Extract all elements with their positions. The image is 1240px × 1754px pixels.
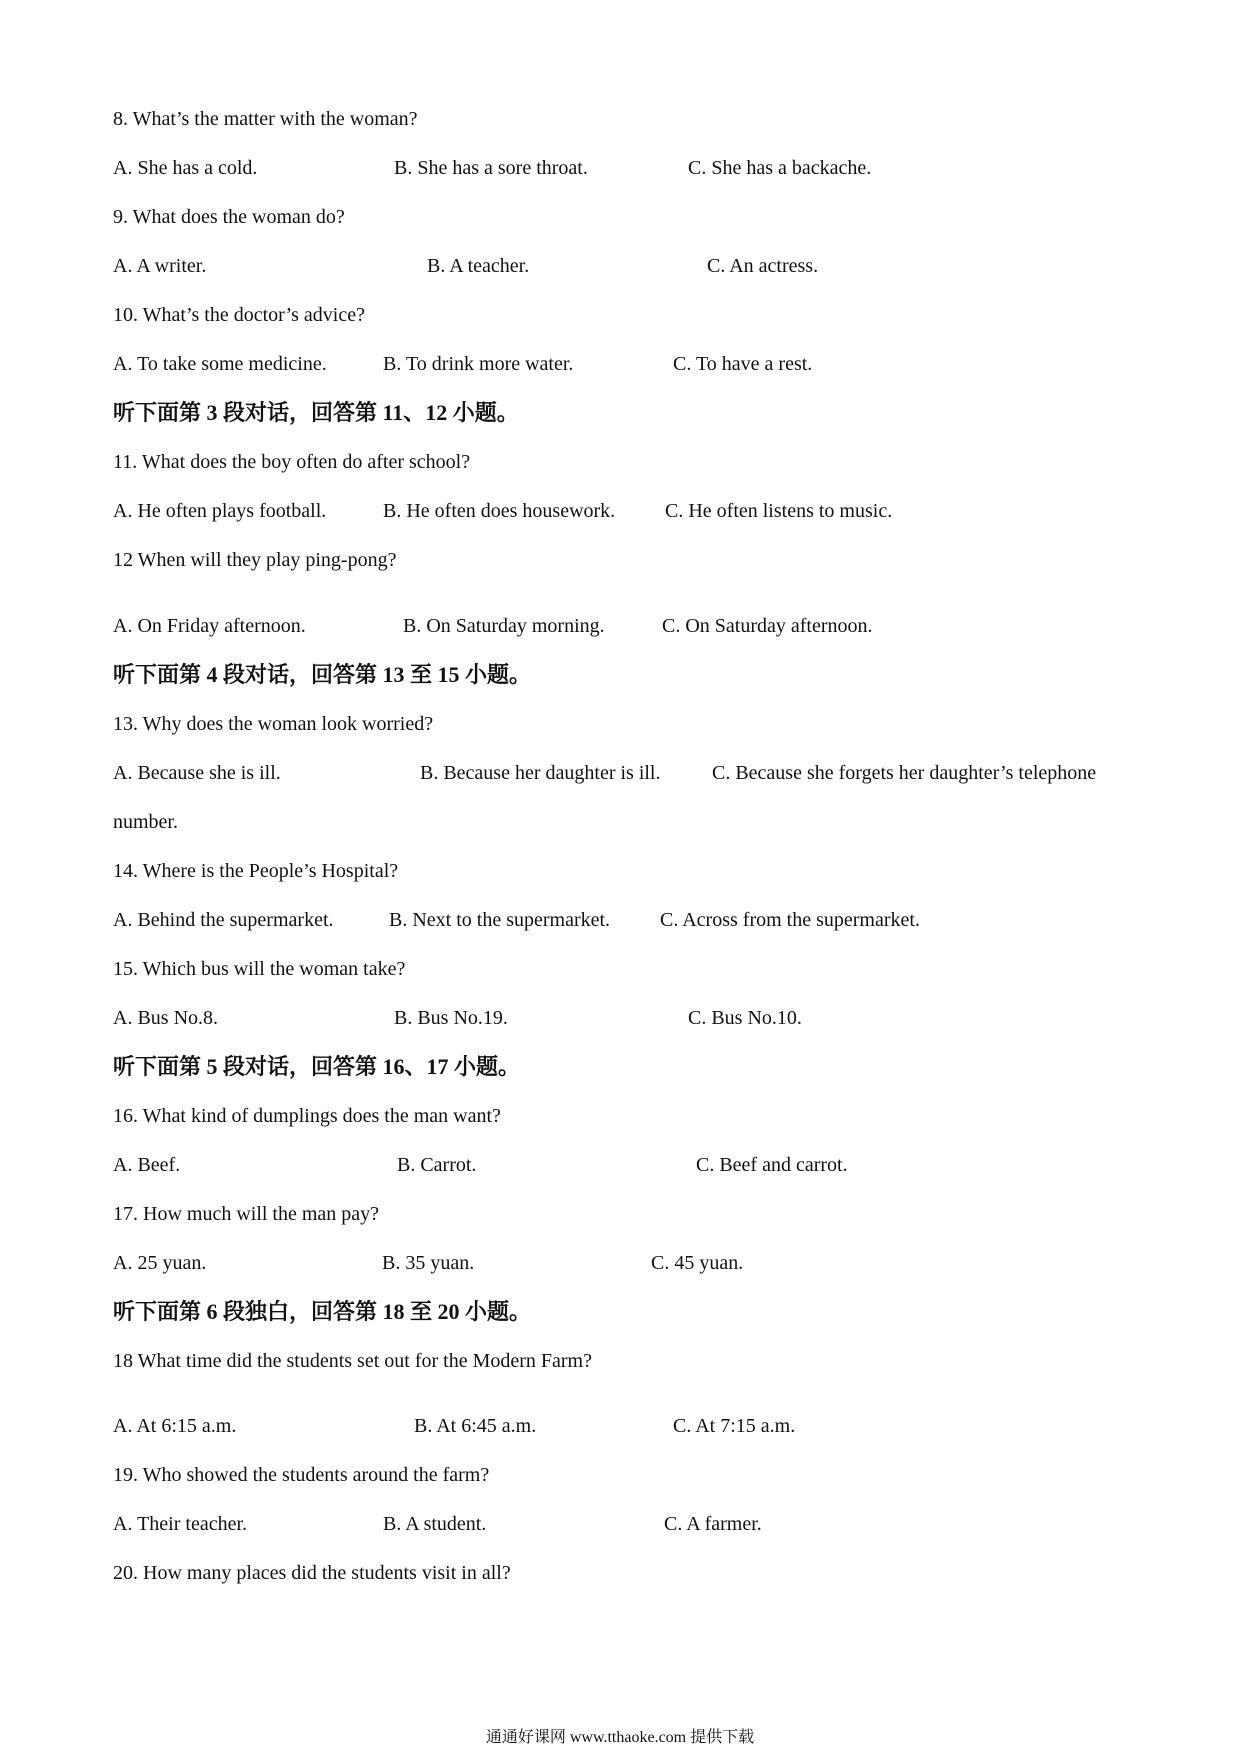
question-12: 12 When will they play ping-pong? bbox=[113, 549, 397, 571]
option-17c: C. 45 yuan. bbox=[651, 1252, 744, 1274]
question-15: 15. Which bus will the woman take? bbox=[113, 958, 406, 980]
option-9a: A. A writer. bbox=[113, 255, 207, 277]
question-8: 8. What’s the matter with the woman? bbox=[113, 108, 418, 130]
option-13b: B. Because her daughter is ill. bbox=[420, 762, 661, 784]
option-13a: A. Because she is ill. bbox=[113, 762, 281, 784]
option-13c-continued: number. bbox=[113, 811, 178, 833]
question-13: 13. Why does the woman look worried? bbox=[113, 713, 434, 735]
option-9c: C. An actress. bbox=[707, 255, 819, 277]
option-16a: A. Beef. bbox=[113, 1154, 181, 1176]
option-12b: B. On Saturday morning. bbox=[403, 615, 605, 637]
option-8b: B. She has a sore throat. bbox=[394, 157, 588, 179]
option-16c: C. Beef and carrot. bbox=[696, 1154, 848, 1176]
question-10: 10. What’s the doctor’s advice? bbox=[113, 304, 365, 326]
option-8c: C. She has a backache. bbox=[688, 157, 872, 179]
option-15c: C. Bus No.10. bbox=[688, 1007, 802, 1029]
question-17: 17. How much will the man pay? bbox=[113, 1203, 380, 1225]
section-heading-3: 听下面第 3 段对话，回答第 11、12 小题。 bbox=[113, 400, 519, 425]
option-19a: A. Their teacher. bbox=[113, 1513, 248, 1535]
option-10b: B. To drink more water. bbox=[383, 353, 574, 375]
option-17b: B. 35 yuan. bbox=[382, 1252, 475, 1274]
question-20: 20. How many places did the students visit in all? bbox=[113, 1562, 511, 1584]
option-13c: C. Because she forgets her daughter’s telephone bbox=[712, 762, 1097, 784]
section-heading-4: 听下面第 4 段对话，回答第 13 至 15 小题。 bbox=[113, 662, 532, 687]
option-12c: C. On Saturday afternoon. bbox=[662, 615, 873, 637]
question-19: 19. Who showed the students around the farm? bbox=[113, 1464, 490, 1486]
option-17a: A. 25 yuan. bbox=[113, 1252, 207, 1274]
option-18b: B. At 6:45 a.m. bbox=[414, 1415, 537, 1437]
option-14b: B. Next to the supermarket. bbox=[389, 909, 611, 931]
option-9b: B. A teacher. bbox=[427, 255, 530, 277]
section-heading-6: 听下面第 6 段独白，回答第 18 至 20 小题。 bbox=[113, 1299, 532, 1324]
option-10c: C. To have a rest. bbox=[673, 353, 813, 375]
option-14c: C. Across from the supermarket. bbox=[660, 909, 920, 931]
option-11c: C. He often listens to music. bbox=[665, 500, 893, 522]
option-8a: A. She has a cold. bbox=[113, 157, 258, 179]
question-11: 11. What does the boy often do after school? bbox=[113, 451, 471, 473]
option-18c: C. At 7:15 a.m. bbox=[673, 1415, 796, 1437]
option-19c: C. A farmer. bbox=[664, 1513, 762, 1535]
option-15a: A. Bus No.8. bbox=[113, 1007, 219, 1029]
question-16: 16. What kind of dumplings does the man want? bbox=[113, 1105, 501, 1127]
question-18: 18 What time did the students set out for the Modern Farm? bbox=[113, 1350, 592, 1372]
option-16b: B. Carrot. bbox=[397, 1154, 477, 1176]
option-10a: A. To take some medicine. bbox=[113, 353, 327, 375]
option-14a: A. Behind the supermarket. bbox=[113, 909, 334, 931]
option-12a: A. On Friday afternoon. bbox=[113, 615, 306, 637]
section-heading-5: 听下面第 5 段对话，回答第 16、17 小题。 bbox=[113, 1054, 521, 1079]
option-15b: B. Bus No.19. bbox=[394, 1007, 508, 1029]
question-14: 14. Where is the People’s Hospital? bbox=[113, 860, 399, 882]
option-19b: B. A student. bbox=[383, 1513, 487, 1535]
page-footer: 通通好课网 www.tthaoke.com 提供下载 bbox=[485, 1729, 755, 1746]
option-11a: A. He often plays football. bbox=[113, 500, 327, 522]
option-11b: B. He often does housework. bbox=[383, 500, 616, 522]
option-18a: A. At 6:15 a.m. bbox=[113, 1415, 237, 1437]
question-9: 9. What does the woman do? bbox=[113, 206, 345, 228]
